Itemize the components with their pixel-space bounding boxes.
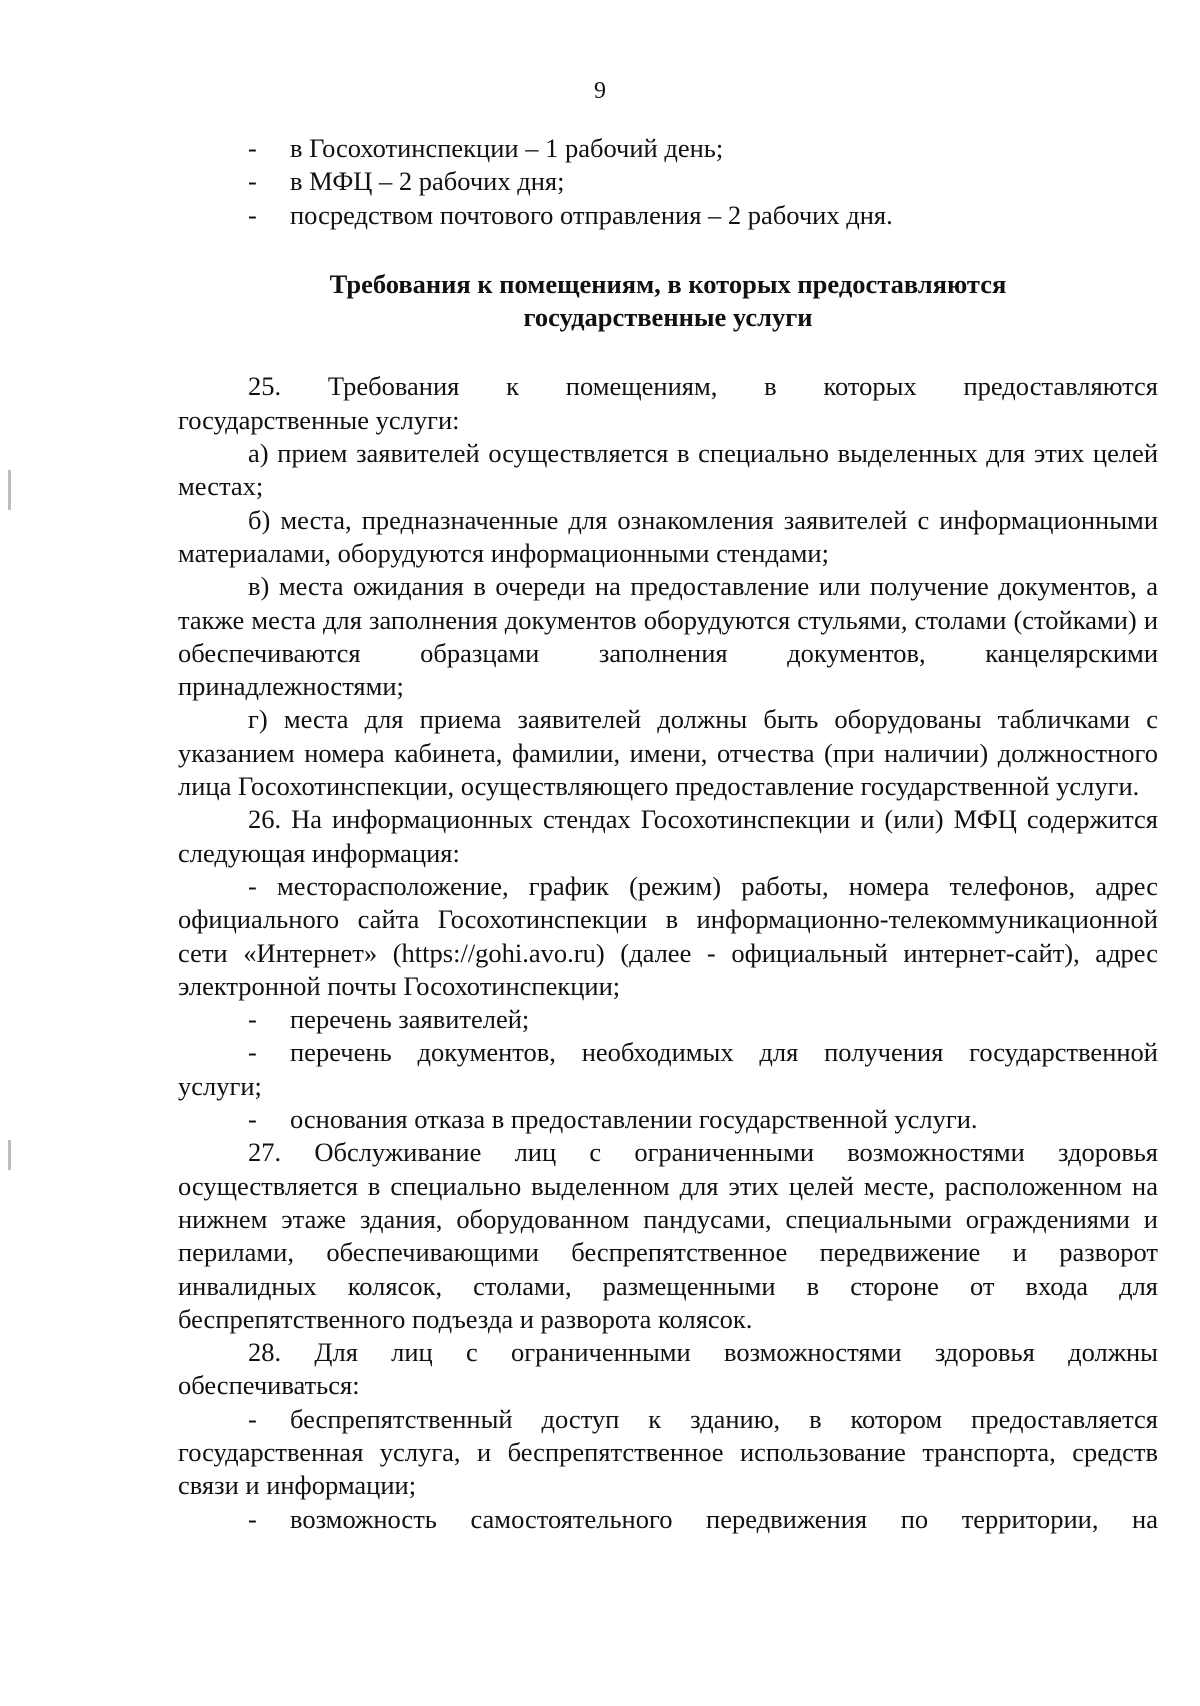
list-item-text: беспрепятственный доступ к зданию, в котором предоставляется [290, 1403, 1158, 1434]
list-item: - беспрепятственный доступ к зданию, в котором предоставляется [178, 1403, 1158, 1436]
list-item-text: в МФЦ – 2 рабочих дня; [290, 166, 565, 197]
paragraph-27: 27. Обслуживание лиц с ограниченными возможностями здоровья осуществляется в специально выделенном для этих целей месте, расположенном на нижнем этаже здания, оборудованном пандусами, специальными ограждениями и перилами, обеспечивающими беспрепятственное передвижение и разворот инвалидных колясок, столами, размещенными в стороне от входа для беспрепятственного подъезда и разворота колясок. [178, 1137, 1158, 1334]
list-item: - основания отказа в предоставлении государственной услуги. [178, 1103, 1158, 1136]
paragraph-28-intro: 28. Для лиц с ограниченными возможностями здоровья должны обеспечиваться: [178, 1337, 1158, 1401]
list-item-continuation: государственная услуга, и беспрепятственное использование транспорта, средств связи и информации; [178, 1436, 1158, 1501]
delivery-terms-list [178, 132, 1158, 232]
section-heading [178, 268, 1158, 335]
list-item: - перечень заявителей; [178, 1003, 1158, 1036]
list-item-text: в Госохотинспекции – 1 рабочий день; [290, 133, 724, 163]
paragraph-25-intro-cont: государственные услуги: [178, 404, 460, 435]
list-item: - возможность самостоятельного передвижения по территории, на [178, 1503, 1158, 1536]
paragraph-25-item-b: б) места, предназначенные для ознакомления заявителей с информационными материалами, оборудуются информационными стендами; [178, 504, 1158, 568]
list-item: - посредством почтового отправления – 2 рабочих дня. [178, 199, 1158, 232]
paragraph-25-item-d: г) места для приема заявителей должны быть оборудованы табличками с указанием номера кабинета, фамилии, имени, отчества (при наличии) должностного лица Госохотинспекции, осуществляющего предоставление государственной услуги. [178, 704, 1158, 802]
paragraph-25-item-a: а) прием заявителей осуществляется в специально выделенных для этих целей местах; [178, 438, 1158, 502]
paragraph-26-location: - месторасположение, график (режим) работы, номера телефонов, адрес официального сайта Госохотинспекции в информационно-телекоммуникационной сети «Интернет» (https://gohi.avo.ru) (далее - официальный интернет-сайт), адрес электронной почты Госохотинспекции; [178, 870, 1158, 1001]
list-item-text: посредством почтового отправления – 2 рабочих дня. [290, 199, 893, 230]
list-item-text: перечень документов, необходимых для получения государственной [290, 1037, 1158, 1068]
scan-edge-mark [8, 470, 11, 510]
page-number: 9 [594, 78, 606, 104]
list-item-text: перечень заявителей; [290, 1004, 530, 1035]
list-item-continuation: услуги; [178, 1070, 262, 1101]
paragraph-26-intro: 26. На информационных стендах Госохотинспекции и (или) МФЦ содержится следующая информация: [178, 804, 1158, 868]
list-item: - в МФЦ – 2 рабочих дня; [178, 165, 1158, 198]
paragraph-25-intro: 25. Требования к помещениям, в которых предоставляются [248, 371, 1158, 402]
list-item-text: возможность самостоятельного передвижения по территории, на [290, 1503, 1158, 1534]
heading-line: Требования к помещениям, в которых предоставляются [329, 268, 1007, 299]
scan-edge-mark [8, 1140, 11, 1170]
list-item-text: основания отказа в предоставлении государственной услуги. [290, 1104, 978, 1135]
paragraph-25-item-c: в) места ожидания в очереди на предоставление или получение документов, а также места для заполнения документов оборудуются стульями, столами (стойками) и обеспечиваются образцами заполнения документов, канцелярскими принадлежностями; [178, 571, 1158, 702]
list-item: - перечень документов, необходимых для получения государственной [178, 1036, 1158, 1069]
heading-line: государственные услуги [523, 302, 813, 333]
list-item: - в Госохотинспекции – 1 рабочий день; [178, 132, 1158, 165]
document-body [178, 132, 1158, 1536]
